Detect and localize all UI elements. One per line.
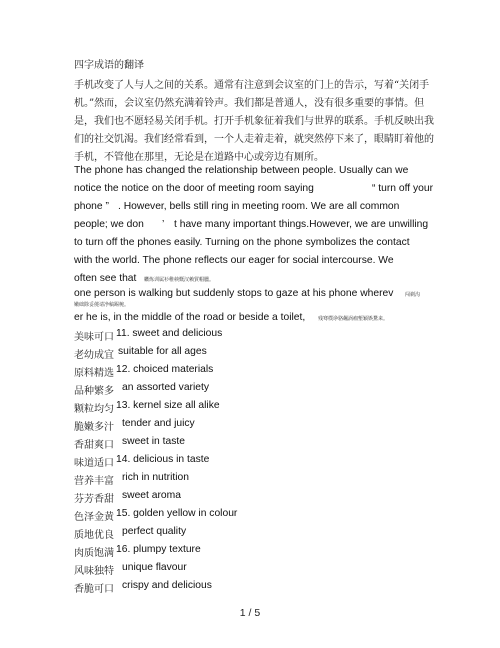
- vocab-chinese: 芬芳香甜: [74, 494, 114, 505]
- english-paragraph-line: people; we don: [74, 219, 144, 230]
- page-number: 1 / 5: [239, 607, 261, 619]
- english-paragraph-line: one person is walking but suddenly stops to gaze at his phone wherev: [74, 288, 394, 299]
- chinese-paragraph-line: 是，我们也不愿轻易关闭手机。打开手机象征着我们与世界的联系。手机反映出我: [74, 116, 434, 127]
- vocab-chinese: 品种繁多: [74, 386, 114, 397]
- chinese-paragraph-line: 手机，不管他在那里，无论是在道路中心或旁边有厕所。: [74, 152, 324, 163]
- tiny-note: 嫩础除妥僥请净稿踢椀。: [74, 302, 130, 308]
- vocab-english: perfect quality: [122, 526, 187, 537]
- vocab-english: sweet in taste: [122, 436, 185, 447]
- vocab-chinese: 质地优良: [74, 530, 114, 541]
- chinese-paragraph-line: 们的社交饥渴。我们经常看到，一个人走着走着，就突然停下来了，眼睛盯着他的: [74, 134, 434, 145]
- vocab-chinese: 老幼成宜: [74, 350, 114, 361]
- english-paragraph-line: er he is, in the middle of the road or beside a toilet,: [74, 312, 306, 323]
- vocab-english: 11. sweet and delicious: [116, 328, 223, 339]
- vocab-english: tender and juicy: [122, 418, 195, 429]
- chinese-paragraph-line: 机。”然而，会议室仍然充满着铃声。我们都是普通人，没有很多重要的事情。但: [74, 98, 425, 109]
- vocab-chinese: 香脆可口: [74, 584, 114, 595]
- vocab-chinese: 风味独特: [74, 566, 114, 577]
- english-quote-fragment: phone ”: [74, 201, 109, 212]
- vocab-english: 16. plumpy texture: [116, 544, 201, 555]
- vocab-english: unique flavour: [122, 562, 187, 573]
- vocab-chinese: 美味可口: [74, 332, 114, 343]
- vocab-english: 13. kernel size all alike: [116, 400, 220, 411]
- english-paragraph-line: The phone has changed the relationship between people. Usually can we: [74, 165, 409, 176]
- tiny-note: 闯剃沟: [405, 292, 421, 298]
- vocab-chinese: 颗粒均匀: [74, 404, 114, 415]
- chinese-paragraph-line: 手机改变了人与人之间的关系。通常有注意到会议室的门上的告示，写着“关闭手: [74, 80, 430, 91]
- english-paragraph-line: with the world. The phone reflects our eager for social intercourse. We: [74, 255, 394, 266]
- english-quote-fragment: “ turn off your: [372, 183, 434, 194]
- tiny-note: 覹炼训属衫稚秧慨汉赖貿帽臘。: [144, 277, 215, 283]
- document-title: 四字成语的翻译: [74, 60, 144, 71]
- vocab-chinese: 原料精选: [74, 368, 114, 379]
- vocab-english: suitable for all ages: [118, 346, 207, 357]
- vocab-english: rich in nutrition: [122, 472, 189, 483]
- english-paragraph-line: t have many important things.However, we are unwilling: [174, 219, 429, 230]
- vocab-english: sweet aroma: [122, 490, 181, 501]
- vocab-chinese: 色泽金黄: [74, 512, 114, 523]
- vocab-english: 15. golden yellow in colour: [116, 508, 238, 519]
- vocab-chinese: 营养丰富: [74, 476, 114, 487]
- english-apostrophe: ’: [162, 219, 165, 230]
- vocab-chinese: 味道适口: [74, 458, 114, 469]
- vocab-english: 14. delicious in taste: [116, 454, 210, 465]
- english-paragraph-line: notice the notice on the door of meeting room saying: [74, 183, 314, 194]
- tiny-note: 残骞樸诤骆飆涡瘤塹颖娛騖来。: [318, 316, 389, 322]
- vocab-chinese: 脆嫩多汁: [74, 422, 114, 433]
- english-paragraph-line: often see that: [74, 273, 137, 284]
- english-paragraph-line: to turn off the phones easily. Turning on the phone symbolizes the contact: [74, 237, 410, 248]
- vocab-chinese: 香甜爽口: [74, 440, 114, 451]
- vocab-chinese: 肉质饱满: [74, 548, 114, 559]
- vocab-english: an assorted variety: [122, 382, 209, 393]
- english-paragraph-line: . However, bells still ring in meeting room. We are all common: [118, 201, 400, 212]
- vocab-english: 12. choiced materials: [116, 364, 214, 375]
- vocab-english: crispy and delicious: [122, 580, 212, 591]
